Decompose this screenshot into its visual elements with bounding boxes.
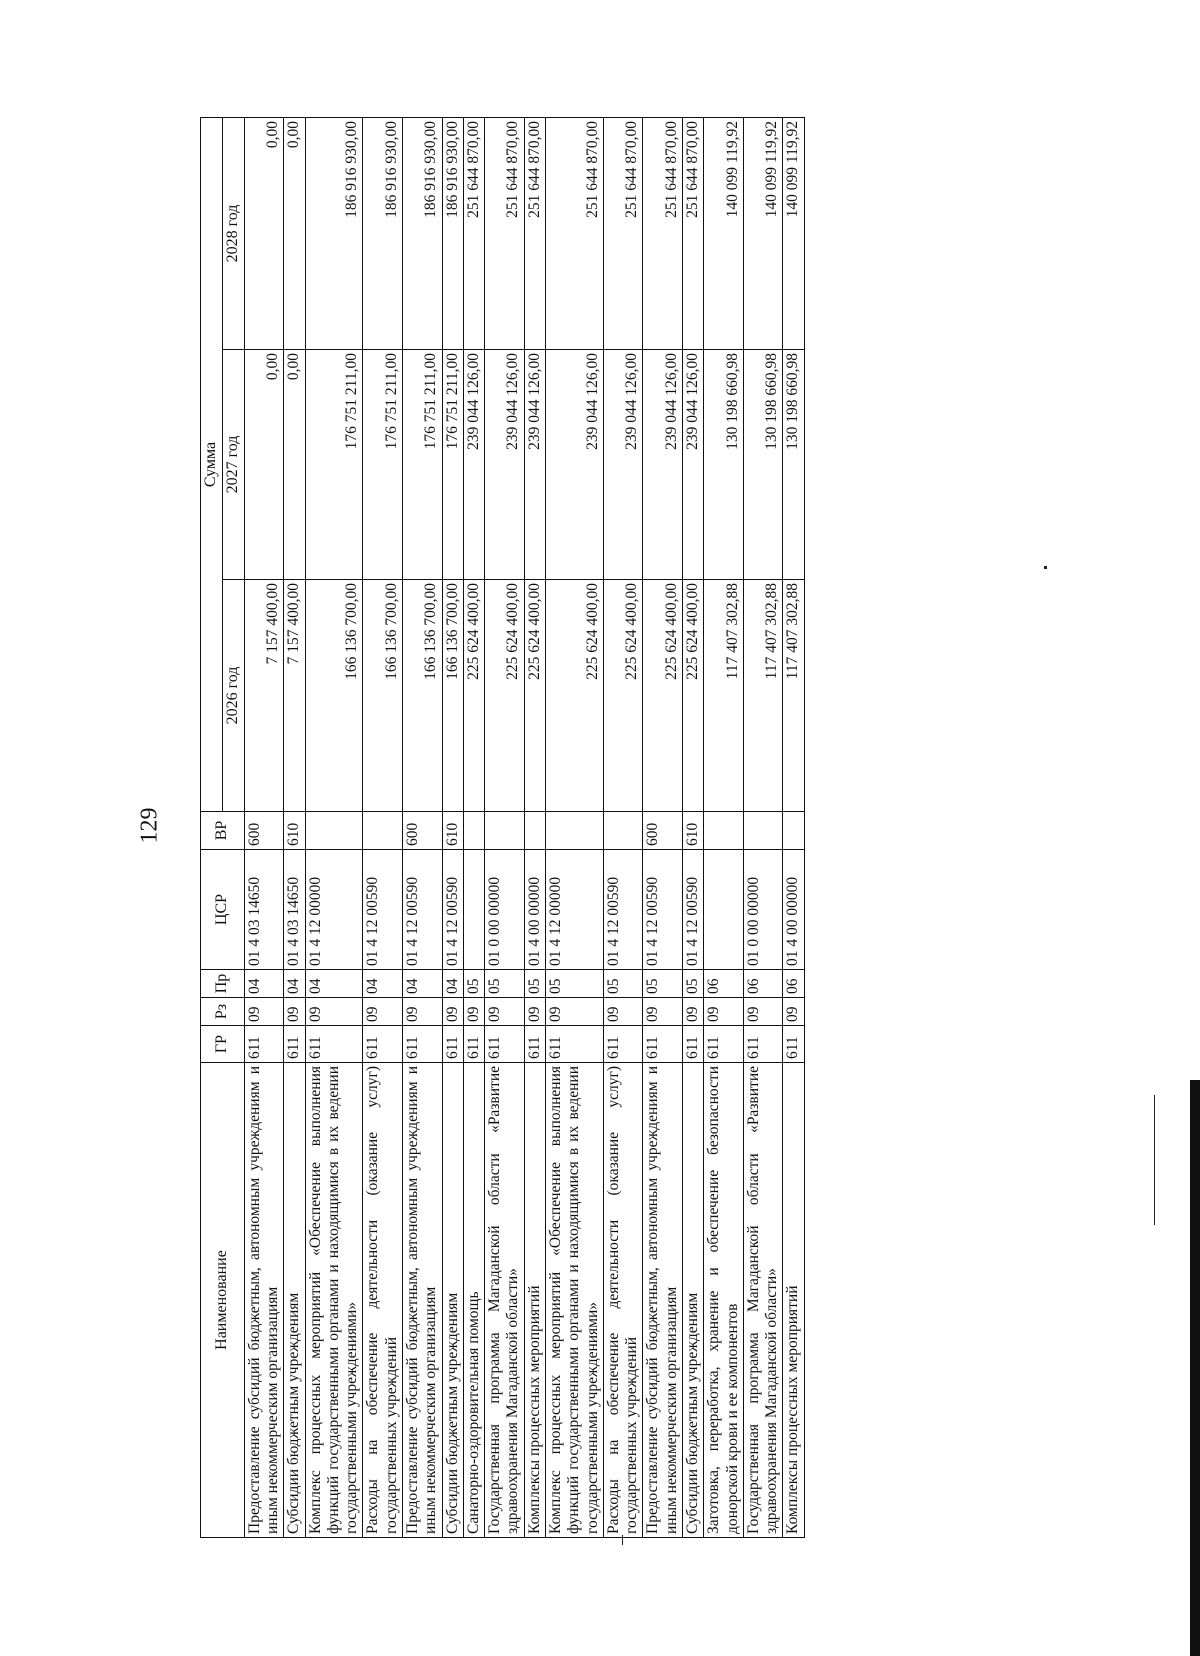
cell-rz: 09 [682, 998, 703, 1026]
cell-pr: 05 [524, 970, 545, 998]
table-row [403, 118, 443, 1538]
cell-pr: 04 [284, 970, 305, 998]
cell-sum-2027: 0,00 [284, 350, 305, 580]
cell-vr [704, 812, 744, 850]
cell-pr: 04 [442, 970, 463, 998]
cell-sum-2027: 239 044 126,00 [485, 350, 525, 580]
cell-rz: 09 [284, 998, 305, 1026]
cell-sum-2028: 251 644 870,00 [545, 118, 603, 350]
cell-sum-2028: 251 644 870,00 [682, 118, 703, 350]
cell-sum-2028: 251 644 870,00 [485, 118, 525, 350]
cell-csr [463, 850, 484, 970]
cell-rz: 09 [244, 998, 284, 1026]
header-year-2026: 2026 год [222, 580, 244, 812]
cell-rz: 09 [442, 998, 463, 1026]
cell-vr [743, 812, 783, 850]
rotated-page-content [200, 118, 980, 1538]
cell-rz: 09 [363, 998, 403, 1026]
cell-gr: 611 [545, 1026, 603, 1063]
cell-sum-2026: 117 407 302,88 [743, 580, 783, 812]
cell-sum-2026: 7 157 400,00 [284, 580, 305, 812]
cell-sum-2027: 176 751 211,00 [442, 350, 463, 580]
cell-csr: 01 4 00 00000 [783, 850, 804, 970]
cell-csr: 01 4 12 00000 [545, 850, 603, 970]
page-edge-shadow [1190, 1080, 1200, 1656]
cell-csr: 01 4 12 00590 [403, 850, 443, 970]
cell-sum-2028: 251 644 870,00 [643, 118, 683, 350]
cell-gr: 611 [442, 1026, 463, 1063]
cell-vr [305, 812, 363, 850]
table-row [682, 118, 703, 1538]
scan-mark [622, 1535, 623, 1545]
cell-sum-2026: 225 624 400,00 [463, 580, 484, 812]
budget-table [200, 117, 805, 1538]
cell-name: Государственная программа Магаданской области «Развитие здравоохранения Магаданской области» [743, 1063, 783, 1538]
cell-name: Расходы на обеспечение деятельности (оказание услуг) государственных учреждений [603, 1063, 643, 1538]
cell-sum-2028: 0,00 [284, 118, 305, 350]
cell-rz: 09 [743, 998, 783, 1026]
cell-pr: 05 [545, 970, 603, 998]
cell-pr: 06 [704, 970, 744, 998]
cell-name: Государственная программа Магаданской области «Развитие здравоохранения Магаданской области» [485, 1063, 525, 1538]
table-row [244, 118, 284, 1538]
table-row [485, 118, 525, 1538]
cell-rz: 09 [643, 998, 683, 1026]
cell-sum-2027: 239 044 126,00 [643, 350, 683, 580]
cell-sum-2026: 166 136 700,00 [442, 580, 463, 812]
cell-gr: 611 [643, 1026, 683, 1063]
cell-pr: 04 [363, 970, 403, 998]
cell-pr: 04 [403, 970, 443, 998]
table-header [201, 118, 245, 1538]
table-row [363, 118, 403, 1538]
cell-gr: 611 [363, 1026, 403, 1063]
cell-sum-2027: 239 044 126,00 [463, 350, 484, 580]
cell-name: Предоставление субсидий бюджетным, автономным учреждениям и иным некоммерческим организациям [643, 1063, 683, 1538]
cell-sum-2028: 140 099 119,92 [783, 118, 804, 350]
cell-vr: 610 [442, 812, 463, 850]
cell-name: Субсидии бюджетным учреждениям [442, 1063, 463, 1538]
cell-sum-2026: 225 624 400,00 [643, 580, 683, 812]
cell-sum-2028: 251 644 870,00 [524, 118, 545, 350]
cell-sum-2028: 186 916 930,00 [403, 118, 443, 350]
cell-gr: 611 [244, 1026, 284, 1063]
cell-sum-2028: 186 916 930,00 [363, 118, 403, 350]
cell-sum-2027: 239 044 126,00 [682, 350, 703, 580]
cell-pr: 04 [244, 970, 284, 998]
cell-rz: 09 [485, 998, 525, 1026]
cell-rz: 09 [603, 998, 643, 1026]
cell-rz: 09 [463, 998, 484, 1026]
header-name: Наименование [201, 1063, 245, 1538]
cell-vr [485, 812, 525, 850]
cell-sum-2027: 239 044 126,00 [603, 350, 643, 580]
cell-vr: 600 [244, 812, 284, 850]
cell-sum-2028: 251 644 870,00 [603, 118, 643, 350]
cell-gr: 611 [704, 1026, 744, 1063]
header-gr: ГР [201, 1026, 245, 1063]
cell-csr: 01 4 12 00590 [643, 850, 683, 970]
cell-vr: 600 [403, 812, 443, 850]
cell-csr: 01 0 00 00000 [485, 850, 525, 970]
cell-name: Предоставление субсидий бюджетным, автономным учреждениям и иным некоммерческим организациям [403, 1063, 443, 1538]
table-body [244, 118, 804, 1538]
cell-sum-2028: 186 916 930,00 [305, 118, 363, 350]
cell-pr: 05 [485, 970, 525, 998]
cell-sum-2028: 140 099 119,92 [704, 118, 744, 350]
cell-gr: 611 [403, 1026, 443, 1063]
header-vr: ВР [201, 812, 245, 850]
cell-name: Заготовка, переработка, хранение и обеспечение безопасности донорской крови и ее компонентов [704, 1063, 744, 1538]
cell-name: Субсидии бюджетным учреждениям [284, 1063, 305, 1538]
cell-sum-2027: 0,00 [244, 350, 284, 580]
cell-sum-2026: 117 407 302,88 [783, 580, 804, 812]
cell-name: Комплексы процессных мероприятий [524, 1063, 545, 1538]
cell-sum-2028: 140 099 119,92 [743, 118, 783, 350]
cell-name: Комплекс процессных мероприятий «Обеспечение выполнения функций государственными органами и находящимися в их ведении государственными учреждениями» [545, 1063, 603, 1538]
header-csr: ЦСР [201, 850, 245, 970]
header-pr: Пр [201, 970, 245, 998]
cell-sum-2026: 7 157 400,00 [244, 580, 284, 812]
cell-csr [704, 850, 744, 970]
cell-rz: 09 [704, 998, 744, 1026]
cell-csr: 01 4 12 00000 [305, 850, 363, 970]
cell-pr: 05 [682, 970, 703, 998]
cell-rz: 09 [545, 998, 603, 1026]
cell-sum-2027: 176 751 211,00 [305, 350, 363, 580]
table-row [284, 118, 305, 1538]
cell-name: Санаторно-оздоровительная помощь [463, 1063, 484, 1538]
cell-csr: 01 4 00 00000 [524, 850, 545, 970]
cell-sum-2027: 130 198 660,98 [783, 350, 804, 580]
cell-sum-2027: 176 751 211,00 [363, 350, 403, 580]
cell-gr: 611 [305, 1026, 363, 1063]
header-sum: Сумма [201, 118, 223, 812]
cell-vr [363, 812, 403, 850]
scan-mark [1044, 566, 1047, 569]
cell-rz: 09 [783, 998, 804, 1026]
cell-pr: 06 [743, 970, 783, 998]
cell-sum-2028: 0,00 [244, 118, 284, 350]
table-row [463, 118, 484, 1538]
scan-mark [1154, 1095, 1155, 1225]
cell-sum-2026: 166 136 700,00 [305, 580, 363, 812]
cell-sum-2026: 225 624 400,00 [485, 580, 525, 812]
cell-rz: 09 [524, 998, 545, 1026]
header-year-2027: 2027 год [222, 350, 244, 580]
table-row [545, 118, 603, 1538]
cell-gr: 611 [524, 1026, 545, 1063]
cell-csr: 01 4 12 00590 [442, 850, 463, 970]
cell-rz: 09 [403, 998, 443, 1026]
table-row [603, 118, 643, 1538]
cell-gr: 611 [743, 1026, 783, 1063]
cell-sum-2026: 117 407 302,88 [704, 580, 744, 812]
table-row [643, 118, 683, 1538]
cell-sum-2026: 166 136 700,00 [403, 580, 443, 812]
cell-pr: 05 [603, 970, 643, 998]
cell-sum-2027: 176 751 211,00 [403, 350, 443, 580]
cell-vr [603, 812, 643, 850]
cell-vr [545, 812, 603, 850]
header-year-2028: 2028 год [222, 118, 244, 350]
cell-sum-2026: 225 624 400,00 [682, 580, 703, 812]
cell-sum-2028: 186 916 930,00 [442, 118, 463, 350]
cell-sum-2026: 225 624 400,00 [545, 580, 603, 812]
header-rz: Рз [201, 998, 245, 1026]
cell-gr: 611 [682, 1026, 703, 1063]
cell-sum-2027: 130 198 660,98 [743, 350, 783, 580]
cell-vr [463, 812, 484, 850]
cell-vr: 610 [682, 812, 703, 850]
cell-vr [524, 812, 545, 850]
cell-gr: 611 [603, 1026, 643, 1063]
cell-vr: 610 [284, 812, 305, 850]
table-row [442, 118, 463, 1538]
cell-gr: 611 [463, 1026, 484, 1063]
cell-sum-2027: 239 044 126,00 [545, 350, 603, 580]
cell-vr: 600 [643, 812, 683, 850]
cell-csr: 01 4 03 14650 [244, 850, 284, 970]
cell-gr: 611 [783, 1026, 804, 1063]
cell-name: Комплексы процессных мероприятий [783, 1063, 804, 1538]
table-row [704, 118, 744, 1538]
cell-name: Комплекс процессных мероприятий «Обеспечение выполнения функций государственными органами и находящимися в их ведении государственными учреждениями» [305, 1063, 363, 1538]
cell-sum-2028: 251 644 870,00 [463, 118, 484, 350]
cell-name: Субсидии бюджетным учреждениям [682, 1063, 703, 1538]
page-number: 129 [136, 807, 163, 844]
table-row [305, 118, 363, 1538]
cell-gr: 611 [485, 1026, 525, 1063]
cell-sum-2026: 166 136 700,00 [363, 580, 403, 812]
cell-csr: 01 4 03 14650 [284, 850, 305, 970]
cell-csr: 01 0 00 00000 [743, 850, 783, 970]
cell-sum-2027: 239 044 126,00 [524, 350, 545, 580]
cell-name: Расходы на обеспечение деятельности (оказание услуг) государственных учреждений [363, 1063, 403, 1538]
cell-csr: 01 4 12 00590 [682, 850, 703, 970]
cell-sum-2026: 225 624 400,00 [603, 580, 643, 812]
cell-sum-2027: 130 198 660,98 [704, 350, 744, 580]
table-row [783, 118, 804, 1538]
cell-vr [783, 812, 804, 850]
cell-csr: 01 4 12 00590 [363, 850, 403, 970]
cell-pr: 05 [643, 970, 683, 998]
cell-rz: 09 [305, 998, 363, 1026]
cell-pr: 06 [783, 970, 804, 998]
table-row [743, 118, 783, 1538]
cell-pr: 04 [305, 970, 363, 998]
cell-sum-2026: 225 624 400,00 [524, 580, 545, 812]
cell-csr: 01 4 12 00590 [603, 850, 643, 970]
cell-name: Предоставление субсидий бюджетным, автономным учреждениям и иным некоммерческим организациям [244, 1063, 284, 1538]
cell-gr: 611 [284, 1026, 305, 1063]
cell-pr: 05 [463, 970, 484, 998]
table-row [524, 118, 545, 1538]
